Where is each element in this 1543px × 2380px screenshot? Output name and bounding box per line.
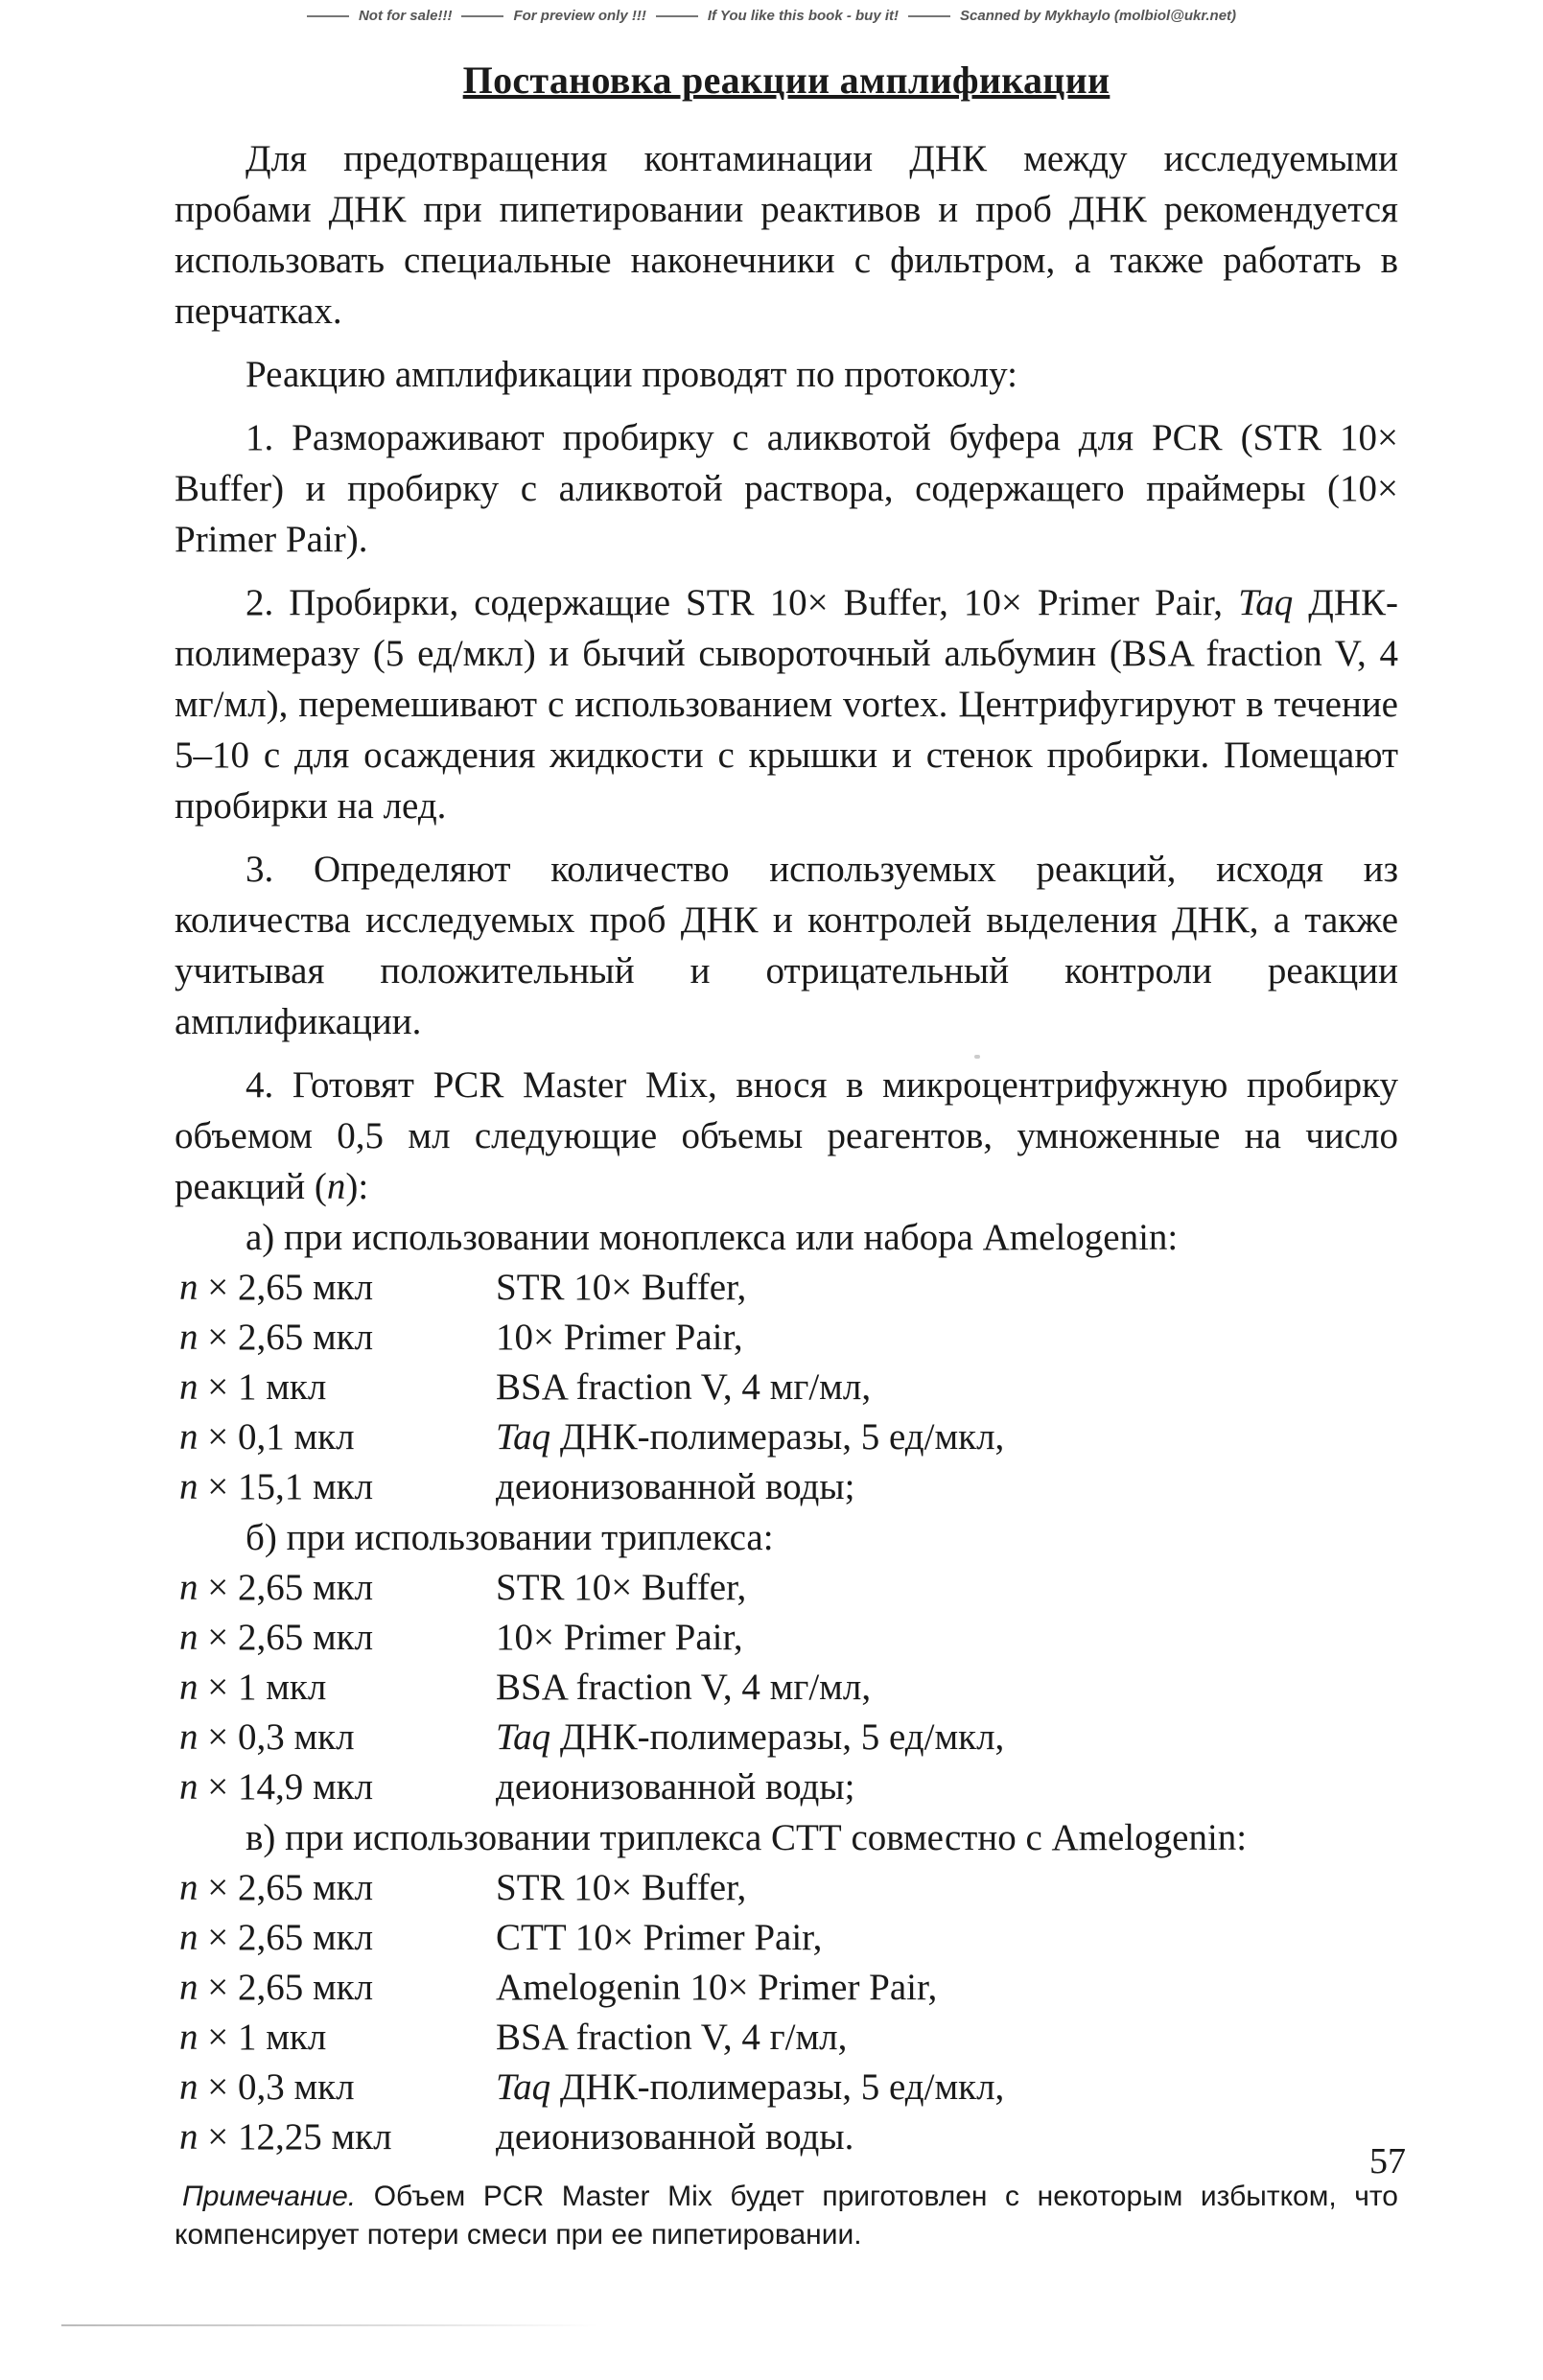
step-2 (175, 577, 1398, 831)
reagent-amount (179, 1313, 496, 1363)
reagent-text: 10× Primer Pair, (496, 1317, 743, 1358)
reagent-row (179, 1963, 1398, 2013)
n-variable: n (179, 1667, 199, 1708)
watermark-rule (656, 15, 698, 17)
reagent-name (496, 1913, 822, 1963)
reagent-list (175, 1263, 1398, 1512)
section-heading: а) при использовании моноплекса или набора Amelogenin: (245, 1217, 1179, 1258)
reagent-row (179, 1713, 1398, 1762)
n-variable: n (179, 1567, 199, 1608)
reagent-row (179, 1412, 1398, 1462)
reagent-text: STR 10× Buffer, (496, 1867, 747, 1908)
reagent-amount (179, 1913, 496, 1963)
reagent-text: деионизованной воды; (496, 1766, 855, 1808)
reagent-row (179, 1613, 1398, 1663)
watermark-part: For preview only !!! (513, 8, 646, 24)
reagent-row (179, 2063, 1398, 2112)
amount-value: × 14,9 мкл (207, 1766, 374, 1808)
reagent-row (179, 1762, 1398, 1812)
amount-value: × 15,1 мкл (207, 1466, 374, 1507)
reagent-text: ДНК-полимеразы, 5 ед/мкл, (559, 2066, 1005, 2108)
n-variable: n (326, 1166, 346, 1207)
reagent-name (496, 1762, 854, 1812)
reagent-list (175, 1563, 1398, 1812)
reagent-row (179, 1462, 1398, 1512)
reagent-text: ДНК-полимеразы, 5 ед/мкл, (559, 1716, 1005, 1758)
scan-watermark (0, 8, 1543, 24)
protocol-intro: Реакцию амплификации проводят по протоколу: (245, 354, 1017, 395)
n-variable: n (179, 1967, 199, 2008)
reagent-row (179, 1863, 1398, 1913)
reagent-name (496, 1613, 743, 1663)
reagent-amount (179, 1713, 496, 1762)
n-variable: n (179, 1867, 199, 1908)
step-2-after: ДНК-полимеразу (5 ед/мкл) и бычий сывороточный альбумин (BSA fraction V, 4 мг/мл), перемешивают с использованием vortex. Центрифугируют в течение 5–10 с для осаждения жидкости с крышки и стенок пробирки. Помещают пробирки на лед. (175, 582, 1398, 827)
n-variable: n (179, 1466, 199, 1507)
n-variable: n (179, 1766, 199, 1808)
reagent-row (179, 1263, 1398, 1313)
reagent-amount (179, 1863, 496, 1913)
amount-value: × 2,65 мкл (207, 1967, 374, 2008)
reagent-row (179, 2112, 1398, 2162)
watermark-rule (908, 15, 950, 17)
amount-value: × 1 мкл (207, 1667, 327, 1708)
watermark-rule (461, 15, 503, 17)
taq-term: Taq (1238, 582, 1294, 623)
reagent-amount (179, 1663, 496, 1713)
reagent-amount (179, 1563, 496, 1613)
reagent-text: 10× Primer Pair, (496, 1617, 743, 1658)
step-4 (175, 1060, 1398, 1212)
page-number: 57 (1369, 2141, 1406, 2182)
amount-value: × 1 мкл (207, 2017, 327, 2058)
reagent-name (496, 1462, 854, 1512)
watermark-part: Scanned by Mykhaylo (molbiol@ukr.net) (960, 8, 1237, 24)
reagent-amount (179, 1613, 496, 1663)
reagent-name (496, 1863, 746, 1913)
recipe-sections (175, 1212, 1398, 2162)
step-4-before: 4. Готовят PCR Master Mix, внося в микроцентрифужную пробирку объемом 0,5 мл следующие объемы реагентов, умноженные на число реакций ( (175, 1064, 1398, 1207)
amount-value: × 12,25 мкл (207, 2116, 392, 2158)
reagent-text: CTT 10× Primer Pair, (496, 1917, 823, 1958)
n-variable: n (179, 1267, 199, 1308)
section-heading: в) при использовании триплекса СТТ совместно с Amelogenin: (245, 1817, 1248, 1858)
n-variable: n (179, 2017, 199, 2058)
step-2-before: 2. Пробирки, содержащие STR 10× Buffer, 10× Primer Pair, (245, 582, 1224, 623)
reagent-row (179, 1563, 1398, 1613)
reagent-row (179, 1663, 1398, 1713)
reagent-amount (179, 2063, 496, 2112)
reagent-text: Amelogenin 10× Primer Pair, (496, 1967, 938, 2008)
reagent-name (496, 2063, 1004, 2112)
n-variable: n (179, 1917, 199, 1958)
reagent-amount (179, 2013, 496, 2063)
reagent-text: BSA fraction V, 4 г/мл, (496, 2017, 848, 2058)
section-heading: б) при использовании триплекса: (245, 1517, 774, 1558)
amount-value: × 2,65 мкл (207, 1317, 374, 1358)
reagent-name (496, 1412, 1004, 1462)
watermark-part: Not for sale!!! (358, 8, 453, 24)
page-content (175, 58, 1398, 2283)
watermark-rule (307, 15, 349, 17)
note-text: Объем PCR Master Mix будет приготовлен с некоторым избытком, что компенсирует потери смеси при ее пипетировании. (175, 2181, 1398, 2251)
reagent-amount (179, 1412, 496, 1462)
reagent-list (175, 1863, 1398, 2162)
amount-value: × 2,65 мкл (207, 1617, 374, 1658)
taq-term: Taq (496, 1416, 551, 1458)
reagent-name (496, 1313, 743, 1363)
reagent-text: деионизованной воды. (496, 2116, 854, 2158)
n-variable: n (179, 1617, 199, 1658)
reagent-row (179, 1313, 1398, 1363)
reagent-amount (179, 1263, 496, 1313)
amount-value: × 0,3 мкл (207, 2066, 355, 2108)
step-3: 3. Определяют количество используемых реакций, исходя из количества исследуемых проб ДНК и контролей выделения ДНК, а также учитывая положительный и отрицательный контроли реакции амплификации. (175, 849, 1398, 1042)
n-variable: n (179, 1416, 199, 1458)
n-variable: n (179, 1366, 199, 1408)
amount-value: × 2,65 мкл (207, 1567, 374, 1608)
reagent-amount (179, 1963, 496, 2013)
n-variable: n (179, 2116, 199, 2158)
reagent-name (496, 1263, 746, 1313)
note (175, 2178, 1398, 2254)
reagent-amount (179, 1762, 496, 1812)
amount-value: × 0,3 мкл (207, 1716, 355, 1758)
amount-value: × 2,65 мкл (207, 1267, 374, 1308)
reagent-text: деионизованной воды; (496, 1466, 855, 1507)
n-variable: n (179, 1317, 199, 1358)
reagent-row (179, 2013, 1398, 2063)
reagent-amount (179, 1363, 496, 1412)
scan-artifact-line (61, 2324, 598, 2326)
intro-paragraph: Для предотвращения контаминации ДНК между исследуемыми пробами ДНК при пипетировании реактивов и проб ДНК рекомендуется использовать специальные наконечники с фильтром, а также работать в перчатках. (175, 138, 1398, 332)
reagent-text: BSA fraction V, 4 мг/мл, (496, 1667, 872, 1708)
page-title: Постановка реакции амплификации (462, 58, 1110, 102)
amount-value: × 2,65 мкл (207, 1917, 374, 1958)
n-variable: n (179, 2066, 199, 2108)
reagent-name (496, 1363, 871, 1412)
taq-term: Taq (496, 2066, 551, 2108)
amount-value: × 2,65 мкл (207, 1867, 374, 1908)
scan-speck (974, 1055, 980, 1059)
reagent-amount (179, 1462, 496, 1512)
reagent-name (496, 2112, 853, 2162)
reagent-name (496, 1663, 871, 1713)
amount-value: × 1 мкл (207, 1366, 327, 1408)
reagent-row (179, 1913, 1398, 1963)
reagent-text: STR 10× Buffer, (496, 1567, 747, 1608)
step-4-after: ): (345, 1166, 369, 1207)
reagent-name (496, 2013, 847, 2063)
reagent-name (496, 1963, 937, 2013)
reagent-name (496, 1563, 746, 1613)
step-1: 1. Размораживают пробирку с аликвотой буфера для PCR (STR 10× Buffer) и пробирку с аликвотой раствора, содержащего праймеры (10× Primer Pair). (175, 417, 1398, 560)
reagent-amount (179, 2112, 496, 2162)
n-variable: n (179, 1716, 199, 1758)
amount-value: × 0,1 мкл (207, 1416, 355, 1458)
reagent-name (496, 1713, 1004, 1762)
reagent-text: ДНК-полимеразы, 5 ед/мкл, (559, 1416, 1005, 1458)
reagent-row (179, 1363, 1398, 1412)
note-label: Примечание. (182, 2181, 357, 2212)
reagent-text: BSA fraction V, 4 мг/мл, (496, 1366, 872, 1408)
reagent-text: STR 10× Buffer, (496, 1267, 747, 1308)
taq-term: Taq (496, 1716, 551, 1758)
watermark-part: If You like this book - buy it! (707, 8, 900, 24)
